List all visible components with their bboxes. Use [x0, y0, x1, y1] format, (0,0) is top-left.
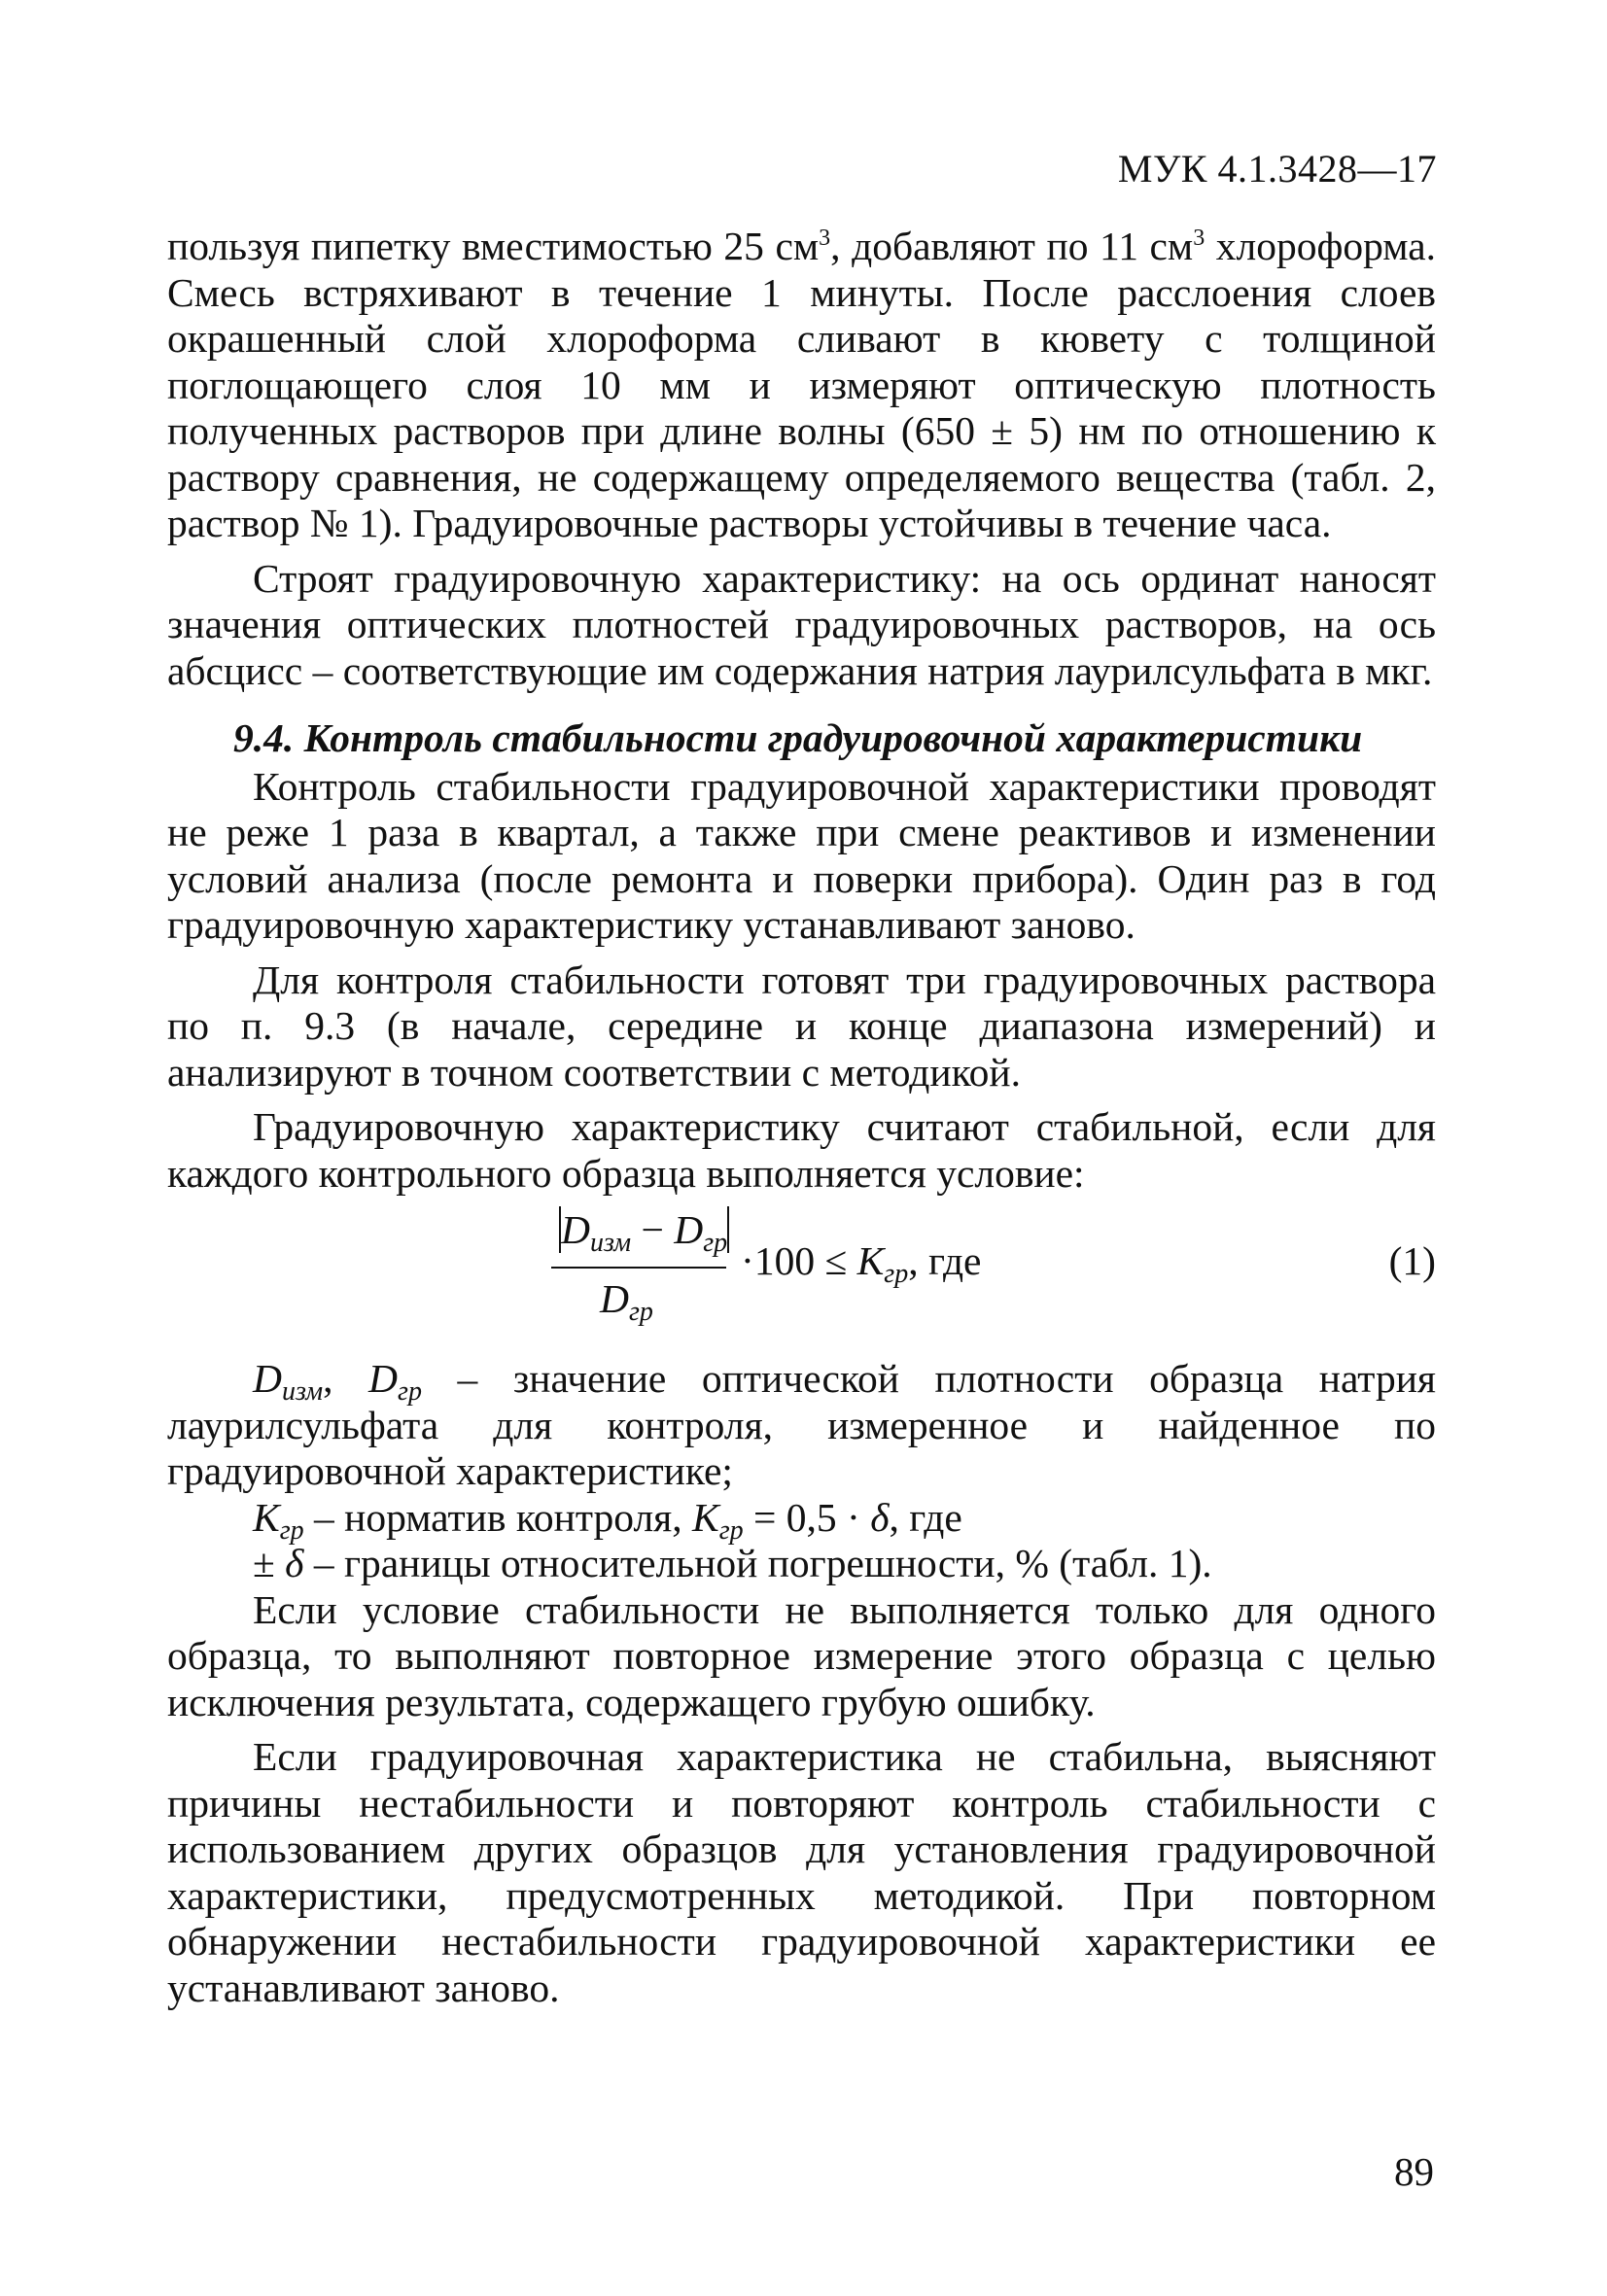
text-run: ,: [323, 1356, 369, 1401]
text-run: ±: [253, 1541, 286, 1585]
text-run: , добавляют по 11 см: [830, 224, 1194, 268]
symbol: K: [253, 1494, 280, 1540]
formula-symbol: D: [674, 1207, 704, 1252]
formula-subscript: гр: [884, 1259, 909, 1289]
definition-k-norm: [167, 1494, 1436, 1546]
symbol: D: [253, 1356, 282, 1401]
text-run: пользуя пипетку вместимостью 25 см: [167, 224, 820, 268]
paragraph-calibration-build: Строят градуировочную характеристику: на ось ординат наносят значения оптических плотностей градуировочных растворов, на ось абсцисс – соответствующие им содержания натрия лаурилсульфата в мкг.: [167, 555, 1436, 693]
subscript: гр: [718, 1514, 744, 1546]
document-code-header: МУК 4.1.3428—17: [1117, 147, 1437, 191]
formula-symbol: K: [856, 1238, 885, 1283]
definition-d-values: [167, 1356, 1436, 1495]
paragraph-stability-control: Контроль стабильности градуировочной характеристики проводят не реже 1 раза в квартал, а также при смене реактивов и изменении условий анализа (после ремонта и поверки прибора). Один раз в год градуировочную характеристику устанавливают заново.: [167, 763, 1436, 947]
formula-operator: ·100 ≤: [741, 1238, 857, 1283]
paragraph-stability-condition: Градуировочную характеристику считают стабильной, если для каждого контрольного образца выполняется условие:: [167, 1104, 1436, 1196]
formula-1: [167, 1206, 1436, 1331]
section-heading-9-4: 9.4. Контроль стабильности градуировочной характеристики: [233, 715, 1363, 760]
formula-operator: −: [631, 1207, 675, 1252]
symbol: K: [692, 1494, 719, 1540]
page-number: 89: [1394, 2149, 1434, 2194]
text-run: , где: [889, 1494, 962, 1540]
paragraph-procedure: [167, 224, 1436, 547]
formula-numerator: [559, 1206, 729, 1258]
subscript: гр: [279, 1514, 304, 1546]
formula-symbol: D: [561, 1207, 590, 1252]
text-run: – значение оптической плотности образца натрия лаурилсульфата для контроля, измеренное и найденное по градуировочной характеристике;: [167, 1356, 1437, 1493]
formula-where: , где: [908, 1238, 982, 1283]
text-run: – границы относительной погрешности, % (табл. 1).: [303, 1541, 1212, 1585]
document-body: [167, 224, 1436, 2011]
formula-subscript: изм: [589, 1228, 632, 1258]
paragraph-repeat-measurement: Если условие стабильности не выполняется только для одного образца, то выполняют повторное измерение этого образца с целью исключения результата, содержащего грубую ошибку.: [167, 1586, 1436, 1724]
definition-delta: [167, 1541, 1436, 1587]
formula-subscript: гр: [628, 1297, 653, 1327]
abs-bar-right: [727, 1206, 729, 1253]
paragraph-instability: Если градуировочная характеристика не стабильна, выясняют причины нестабильности и повторяют контроль стабильности с использованием других образцов для установления градуировочной характеристики, предусмотренных методикой. При повторном обнаружении нестабильности градуировочной характеристики ее устанавливают заново.: [167, 1734, 1436, 2010]
symbol: δ: [285, 1541, 304, 1585]
formula-rhs: [741, 1238, 982, 1289]
text-run: хлороформа. Смесь встряхивают в течение 1 минуты. После расслоения слоев окрашенный слой хлороформа сливают в кювету с толщиной поглощающего слоя 10 мм и измеряют оптическую плотность полученных растворов при длине волны (650 ± 5) нм по отношению к раствору сравнения, не содержащему определяемого вещества (табл. 2, раствор № 1). Градуировочные растворы устойчивы в течение часа.: [167, 224, 1436, 545]
equation-number: (1): [1388, 1238, 1436, 1283]
paragraph-stability-solutions: Для контроля стабильности готовят три градуировочных раствора по п. 9.3 (в начале, середине и конце диапазона измерений) и анализируют в точном соответствии с методикой.: [167, 957, 1436, 1095]
subscript: изм: [281, 1376, 324, 1407]
superscript: 3: [1193, 226, 1205, 252]
formula-symbol: D: [600, 1276, 629, 1321]
text-run: = 0,5 ·: [743, 1494, 871, 1540]
symbol: D: [368, 1356, 399, 1401]
fraction-line: [551, 1267, 726, 1269]
superscript: 3: [819, 226, 831, 252]
subscript: гр: [398, 1376, 422, 1407]
text-run: – норматив контроля,: [303, 1494, 693, 1540]
formula-denominator: [600, 1276, 653, 1327]
symbol: δ: [870, 1494, 890, 1540]
formula-subscript: гр: [703, 1228, 728, 1258]
